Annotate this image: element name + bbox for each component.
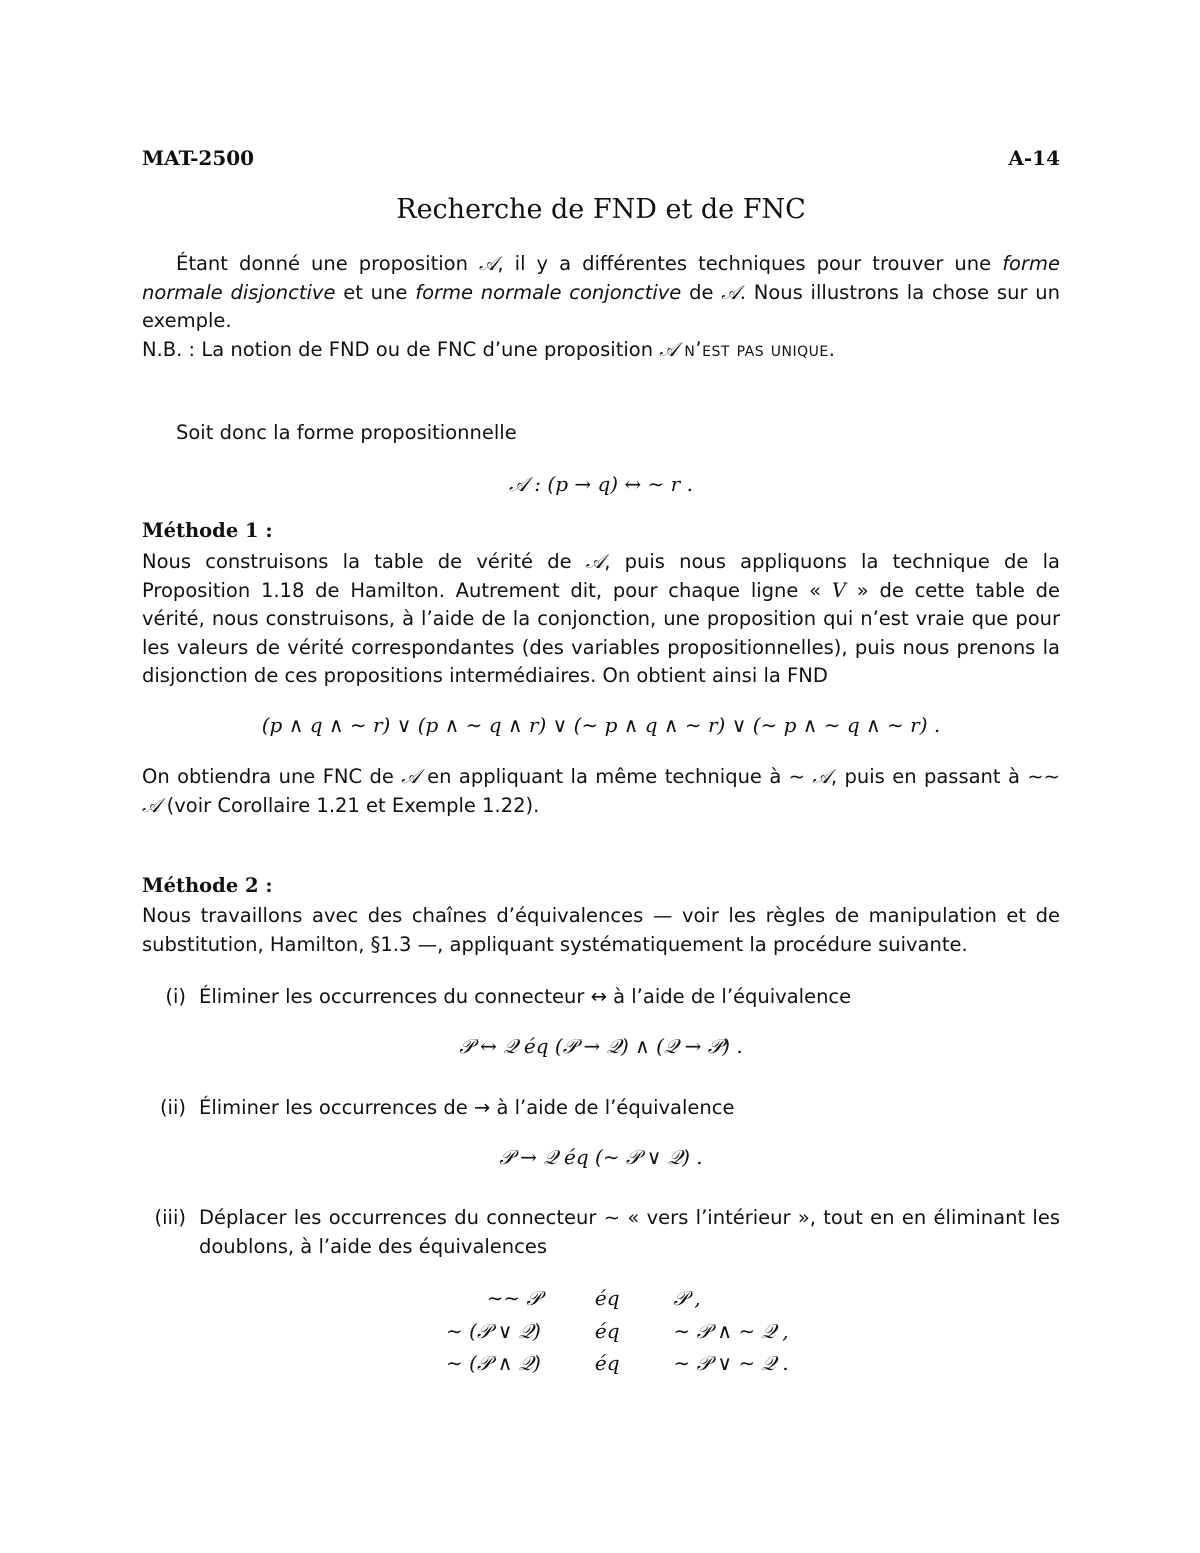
- intro-text: . Nous illustrons la chose sur un exemple.: [142, 280, 1060, 333]
- page-header: [142, 146, 1060, 170]
- eq-right: ∼ 𝒫 ∧ ∼ 𝒬 ,: [673, 1318, 789, 1343]
- item-text: Déplacer les occurrences du connecteur ∼ « vers l’intérieur », tout en en éliminant les doublons, à l’aide des équivalences: [199, 1206, 1060, 1258]
- table-row: [432, 1282, 803, 1315]
- intro-text: de: [681, 280, 722, 304]
- method2-heading: Méthode 2 :: [142, 874, 273, 897]
- eq-left: ∼∼ 𝒫: [486, 1286, 541, 1311]
- emphasis-fnd: forme normale disjonctive: [142, 252, 1060, 304]
- method2-paragraph: Nous travaillons avec des chaînes d’équivalences — voir les règles de manipulation et de substitution, Hamilton, §1.3 —, appliquant systématiquement la procédure suivante.: [142, 904, 1060, 956]
- eq-mid: éq: [594, 1318, 620, 1343]
- fnd-equation: (p ∧ q ∧ ∼ r) ∨ (p ∧ ∼ q ∧ r) ∨ (∼ p ∧ q ∧ ∼ r) ∨ (∼ p ∧ ∼ q ∧ ∼ r) .: [261, 713, 941, 737]
- table-row: [432, 1347, 803, 1380]
- eq-left: ∼ (𝒫 ∨ 𝒬): [446, 1318, 541, 1343]
- fnc-text: On obtiendra une FNC de: [142, 765, 402, 788]
- method1-heading: Méthode 1 :: [142, 519, 273, 542]
- emphasis-fnc: forme normale conjonctive: [415, 280, 682, 304]
- fnc-text: , puis en passant à ∼∼: [830, 765, 1060, 788]
- symbol-a: 𝒜: [401, 765, 420, 788]
- symbol-v: V: [831, 578, 846, 602]
- eq-left: ∼ (𝒫 ∧ 𝒬): [446, 1351, 541, 1376]
- fnc-paragraph: [142, 763, 1060, 820]
- symbol-a: 𝒜: [812, 765, 831, 788]
- equivalence-equation: 𝒫 ↔ 𝒬 éq (𝒫 → 𝒬) ∧ (𝒬 → 𝒫) .: [459, 1034, 743, 1058]
- symbol-a: 𝒜: [142, 793, 161, 817]
- page-number: A-14: [1008, 146, 1060, 170]
- eq-mid: éq: [594, 1286, 620, 1311]
- fnc-text: en appliquant la même technique à ∼: [419, 765, 813, 788]
- method1-text: , puis nous appliquons la technique de la Proposition 1.18 de Hamilton. Autrement dit, pour chaque ligne «: [142, 550, 1060, 602]
- symbol-a: 𝒜: [659, 338, 678, 361]
- item-label: (iii): [154, 1206, 186, 1229]
- nb-text: N.B. : La notion de FND ou de FNC d’une proposition: [142, 338, 660, 361]
- page-title: Recherche de FND et de FNC: [396, 194, 806, 225]
- intro-text: et une: [335, 280, 416, 304]
- nb-note: [142, 336, 1060, 365]
- item-text: Éliminer les occurrences du connecteur ↔ à l’aide de l’équivalence: [199, 985, 852, 1008]
- item-label: (i): [165, 985, 186, 1008]
- eq-right: ∼ 𝒫 ∨ ∼ 𝒬 .: [673, 1351, 789, 1376]
- method1-paragraph: [142, 548, 1060, 691]
- soit-paragraph: Soit donc la forme propositionnelle: [176, 421, 517, 444]
- eq-mid: éq: [594, 1351, 620, 1376]
- method1-text: » de cette table de vérité, nous construisons, à l’aide de la conjonction, une proposition qui n’est vraie que pour les valeurs de vérité correspondantes (des variables propositionnelles), puis nous prenons la disjonction de ces propositions intermédiaires. On obtient ainsi la FND: [142, 578, 1060, 688]
- nb-smallcaps: n’est pas unique.: [677, 338, 836, 361]
- intro-text: Étant donné une proposition: [176, 252, 479, 275]
- intro-paragraph: [142, 250, 1060, 336]
- main-equation: 𝒜 : (p → q) ↔ ∼ r .: [509, 472, 693, 496]
- item-label: (ii): [159, 1096, 186, 1119]
- eq-right: 𝒫 ,: [673, 1286, 701, 1311]
- course-code: MAT-2500: [142, 146, 255, 170]
- equivalence-table: [432, 1282, 803, 1380]
- method1-text: Nous construisons la table de vérité de: [142, 550, 586, 573]
- symbol-a: 𝒜: [585, 550, 605, 573]
- fnc-text: (voir Corollaire 1.21 et Exemple 1.22).: [160, 793, 540, 817]
- equivalence-equation: 𝒫 → 𝒬 éq (∼ 𝒫 ∨ 𝒬) .: [499, 1145, 703, 1169]
- symbol-a: 𝒜: [721, 280, 740, 304]
- document-page: [142, 0, 1060, 1553]
- item-text: Éliminer les occurrences de → à l’aide de l’équivalence: [199, 1096, 735, 1119]
- table-row: [432, 1315, 803, 1348]
- intro-text: , il y a différentes techniques pour trouver une: [497, 252, 1003, 275]
- symbol-a: 𝒜: [478, 252, 498, 275]
